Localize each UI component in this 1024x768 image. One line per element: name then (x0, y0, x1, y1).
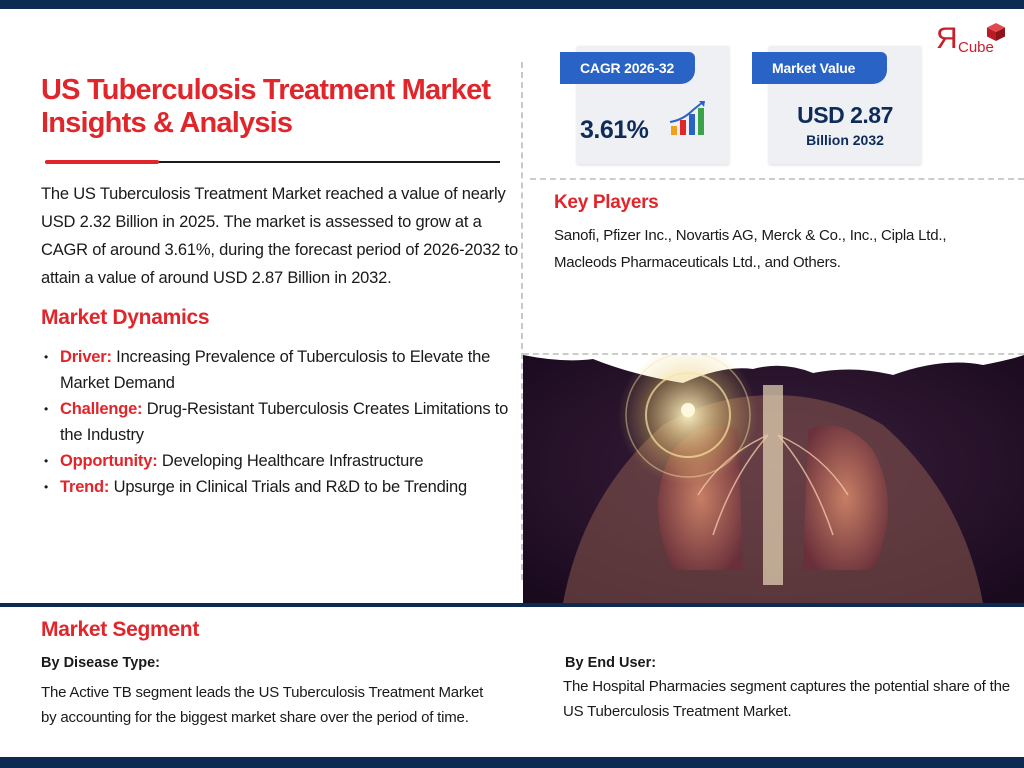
disease-type-heading: By Disease Type: (41, 655, 161, 671)
bullet-icon: • (44, 480, 49, 494)
bullet-icon: • (44, 402, 49, 416)
dynamics-item-opportunity (41, 448, 511, 474)
bullet-icon: • (44, 350, 49, 364)
key-players-text: Sanofi, Pfizer Inc., Novartis AG, Merck & Co., Inc., Cipla Ltd., Macleods Pharmaceuticals Ltd., and Others. (554, 227, 947, 271)
disease-type-text: The Active TB segment leads the US Tuberculosis Treatment Market by accounting for the biggest market share over the period of time. (41, 684, 484, 726)
intro-paragraph: The US Tuberculosis Treatment Market reached a value of nearly USD 2.32 Billion in 2025. The market is assessed to grow at a CAGR of around 3.61%, during the forecast period of 2026-2032 to attain a value of around USD 2.87 Billion in 2032. (41, 185, 519, 287)
page-title: US Tuberculosis Treatment Market Insights & Analysis (41, 74, 491, 139)
cagr-value: 3.61% (580, 116, 649, 144)
key-players-heading: Key Players (554, 192, 659, 213)
horizontal-divider (530, 178, 1024, 180)
bar-chart-growth-icon (669, 100, 713, 136)
dynamics-label: Trend: (60, 478, 110, 496)
dynamics-item-challenge (41, 396, 511, 448)
dynamics-text: Upsurge in Clinical Trials and R&D to be Trending (109, 478, 467, 496)
dynamics-text: Increasing Prevalence of Tuberculosis to Elevate the Market Demand (60, 348, 491, 392)
dynamics-label: Challenge: (60, 400, 143, 418)
end-user-heading: By End User: (565, 655, 657, 671)
cagr-card (577, 46, 729, 164)
dynamics-text: Developing Healthcare Infrastructure (157, 452, 424, 470)
section-divider-bar (0, 603, 1024, 607)
market-value-sub: Billion 2032 (806, 132, 884, 148)
cube-icon (986, 22, 1006, 42)
dynamics-item-trend (41, 474, 511, 500)
dynamics-label: Opportunity: (60, 452, 158, 470)
market-dynamics-heading: Market Dynamics (41, 306, 210, 329)
brand-logo (936, 22, 1016, 62)
market-segment-heading: Market Segment (41, 618, 200, 641)
bottom-banner-bar (0, 757, 1024, 768)
dynamics-item-driver (41, 344, 511, 396)
cagr-label: CAGR 2026-32 (560, 52, 695, 84)
dynamics-text: Drug-Resistant Tuberculosis Creates Limitations to the Industry (60, 400, 509, 444)
title-underline-accent (45, 160, 159, 164)
market-value-label: Market Value (752, 52, 887, 84)
logo-text: Cube (958, 39, 994, 56)
dynamics-label: Driver: (60, 348, 112, 366)
end-user-text: The Hospital Pharmacies segment captures the potential share of the US Tuberculosis Treatment Market. (563, 678, 1010, 720)
market-value: USD 2.87 (797, 102, 893, 128)
market-value-card (769, 46, 921, 164)
market-dynamics-list (41, 344, 511, 500)
bullet-icon: • (44, 454, 49, 468)
lung-xray-illustration (523, 355, 1024, 603)
logo-mark: R (936, 22, 958, 55)
top-banner-bar (0, 0, 1024, 9)
